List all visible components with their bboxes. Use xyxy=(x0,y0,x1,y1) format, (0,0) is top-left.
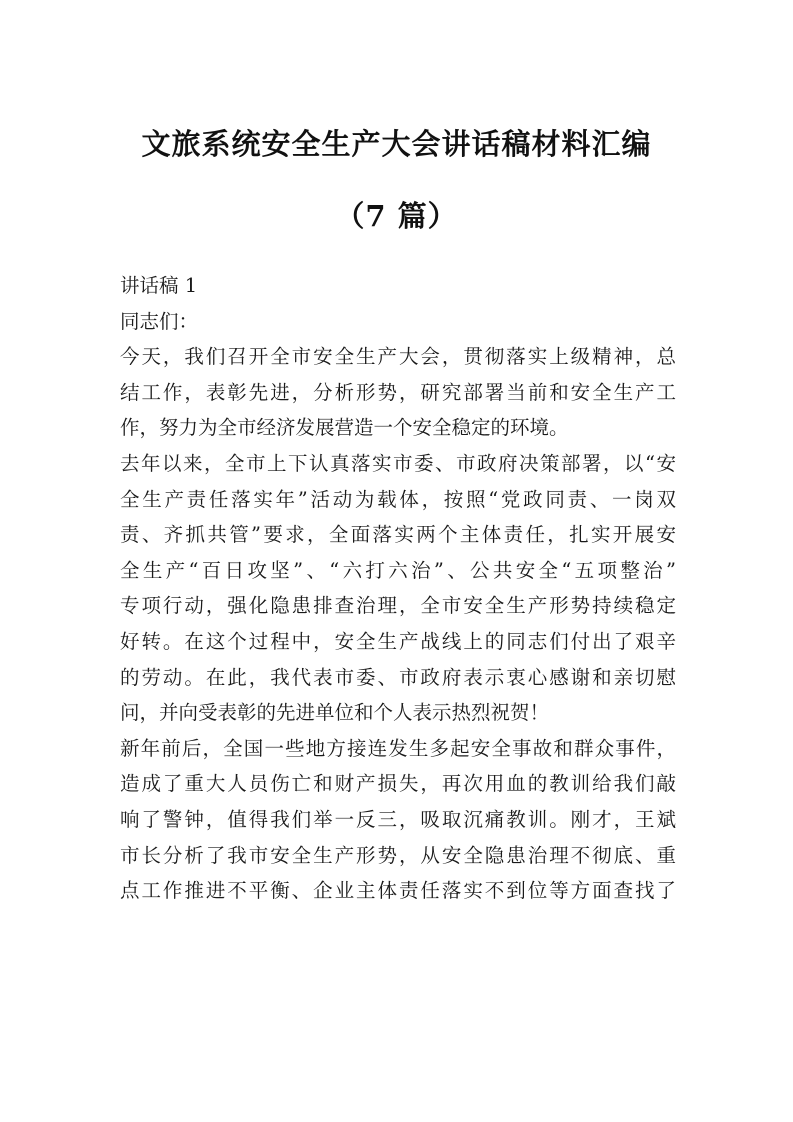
paragraph-line: 造成了重大人员伤亡和财产损失，再次用血的教训给我们敲 xyxy=(120,772,676,796)
paragraph-line: 责、齐抓共管”要求，全面落实两个主体责任，扎实开展安 xyxy=(120,523,676,547)
paragraph-line: 全生产责任落实年”活动为载体，按照“党政同责、一岗双 xyxy=(120,487,676,511)
paragraph-line: 新年前后，全国一些地方接连发生多起安全事故和群众事件， xyxy=(120,736,676,760)
paragraph-line: 问，并向受表彰的先进单位和个人表示热烈祝贺！ xyxy=(120,701,550,725)
document-title: 文旅系统安全生产大会讲话稿材料汇编 xyxy=(141,127,652,161)
paragraph-line: 今天，我们召开全市安全生产大会，贯彻落实上级精神，总 xyxy=(120,345,676,369)
paragraph-line: 响了警钟，值得我们举一反三，吸取沉痛教训。刚才，王斌 xyxy=(120,807,676,831)
paragraph-line: 专项行动，强化隐患排查治理，全市安全生产形势持续稳定 xyxy=(120,594,676,618)
paragraph-line: 好转。在这个过程中，安全生产战线上的同志们付出了艰辛 xyxy=(120,629,676,653)
section-heading: 讲话稿 1 xyxy=(120,274,198,297)
paragraph-line: 作，努力为全市经济发展营造一个安全稳定的环境。 xyxy=(120,416,569,440)
document-body xyxy=(120,268,676,909)
paragraph-line: 全生产“百日攻坚”、“六打六治”、公共安全“五项整治” xyxy=(120,558,676,582)
salutation: 同志们： xyxy=(120,309,199,333)
document-subtitle: （7 篇） xyxy=(335,199,458,233)
paragraph-line: 市长分析了我市安全生产形势，从安全隐患治理不彻底、重 xyxy=(120,843,676,867)
paragraph-line: 的劳动。在此，我代表市委、市政府表示衷心感谢和亲切慰 xyxy=(120,665,676,689)
paragraph-line: 点工作推进不平衡、企业主体责任落实不到位等方面查找了 xyxy=(120,879,676,903)
paragraph-line: 去年以来，全市上下认真落实市委、市政府决策部署，以“安 xyxy=(120,451,676,475)
paragraph-line: 结工作，表彰先进，分析形势，研究部署当前和安全生产工 xyxy=(120,380,676,404)
